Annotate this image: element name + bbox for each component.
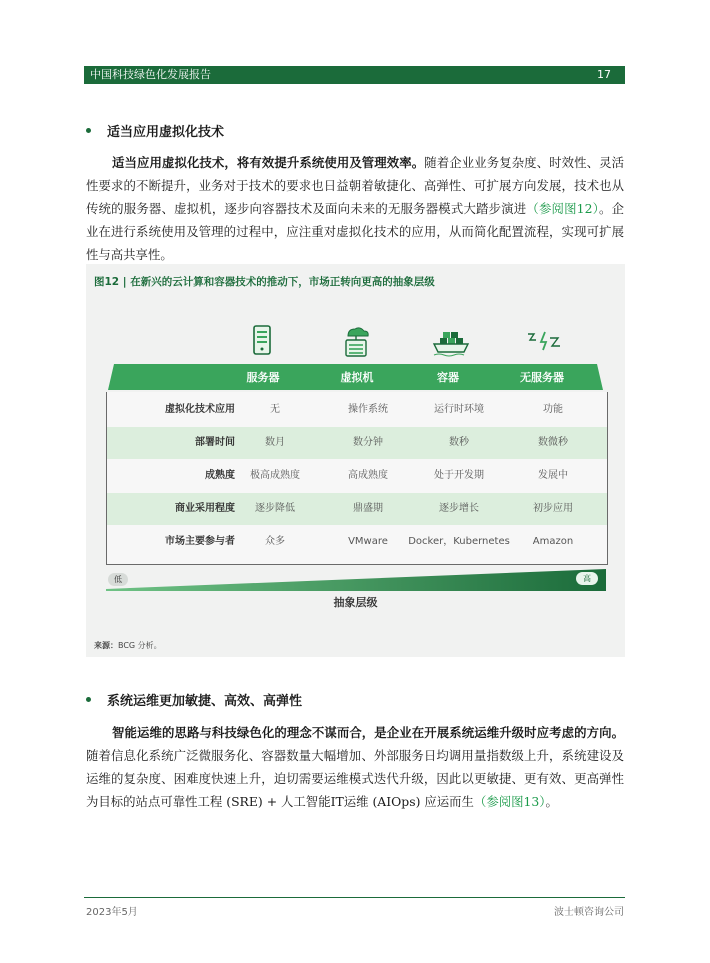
section1-heading-row [86, 121, 224, 140]
table-cell: 发展中 [538, 470, 568, 481]
bullet-icon [86, 128, 91, 133]
table-cell: 高成熟度 [348, 470, 388, 481]
column-header-row [108, 364, 603, 390]
container-ship-icon [431, 324, 471, 358]
row-label: 部署时间 [195, 437, 235, 448]
table-cell: Amazon [532, 536, 574, 547]
table-cell: 运行时环境 [434, 404, 484, 415]
table-cell: 操作系统 [348, 404, 388, 415]
bullet-icon [86, 697, 91, 702]
table-row [107, 394, 607, 426]
column-header-container: 容器 [437, 371, 459, 384]
section1-body-b: 。企业在进行系统使用及管理的过程中，应注重对虚拟化技术的应用，从而简化配置流程，实现可扩展性与高共享性。 [86, 201, 625, 262]
figure13-reference-link[interactable]: （参阅图13） [473, 794, 546, 809]
table-cell: 功能 [543, 404, 563, 415]
axis-title: 抽象层级 [333, 596, 378, 609]
footer-company: 波士顿咨询公司 [554, 907, 624, 918]
table-row [107, 460, 607, 492]
figure-12 [86, 264, 625, 657]
axis-high-label: 高 [576, 572, 598, 585]
section2-body-b: 。 [545, 794, 558, 809]
table-cell: 无 [270, 404, 280, 415]
footer-date: 2023年5月 [86, 907, 138, 918]
table-cell: 极高成熟度 [250, 470, 300, 481]
table-cell: 处于开发期 [434, 470, 484, 481]
report-title: 中国科技绿色化发展报告 [90, 68, 211, 81]
cloud-server-icon [338, 324, 374, 358]
table-row [107, 427, 607, 459]
table-cell: 鼎盛期 [353, 503, 383, 514]
table-cell: VMware [348, 536, 388, 547]
section1-lead: 适当应用虚拟化技术，将有效提升系统使用及管理效率。 [112, 155, 425, 170]
column-header-vm: 虚拟机 [340, 371, 374, 384]
technology-icons [86, 324, 625, 364]
server-icon [244, 324, 280, 358]
section1-paragraph [86, 151, 624, 266]
section2-body-a: 随着信息化系统广泛微服务化、容器数量大幅增加、外部服务日均调用量指数级上升，系统建设及运维的复杂度、困难度快速上升，迫切需要运维模式迭代升级，因此以更敏捷、更有效、更高弹性为目标的站点可靠性工程 (SRE) + 人工智能IT运维 (AIOps) 应运而生 [86, 748, 624, 809]
section1-body-a: 随着企业业务复杂度、时效性、灵活性要求的不断提升，业务对于技术的要求也日益朝着敏捷化、高弹性、可扩展方向发展，技术也从传统的服务器、虚拟机，逐步向容器技术及面向未来的无服务器模式大踏步演进 [86, 155, 625, 216]
page-header [84, 66, 625, 84]
table-cell: 逐步降低 [255, 503, 295, 514]
column-header-server: 服务器 [246, 371, 280, 384]
section2-heading: 系统运维更加敏捷、高效、高弹性 [107, 694, 303, 709]
table-cell: Docker，Kubernetes [408, 536, 510, 547]
section2-lead: 智能运维的思路与科技绿色化的理念不谋而合，是企业在开展系统运维升级时应考虑的方向。 [112, 725, 624, 740]
figure-source [94, 640, 162, 651]
comparison-table [106, 392, 608, 565]
section1-heading: 适当应用虚拟化技术 [107, 125, 225, 140]
row-label: 成熟度 [205, 470, 235, 481]
table-cell: 数微秒 [538, 437, 568, 448]
serverless-icon [524, 324, 564, 358]
source-label: 来源： [94, 641, 118, 650]
row-label: 虚拟化技术应用 [165, 404, 235, 415]
source-text: BCG 分析。 [118, 641, 162, 650]
section2-paragraph [86, 721, 624, 813]
table-cell: 数秒 [449, 437, 469, 448]
table-row [107, 526, 607, 558]
table-cell: 数月 [265, 437, 285, 448]
table-row [107, 493, 607, 525]
abstraction-axis [106, 569, 606, 591]
figure12-reference-link[interactable]: （参阅图12） [526, 201, 600, 216]
table-cell: 逐步增长 [439, 503, 479, 514]
page-number: 17 [597, 68, 611, 81]
row-label: 市场主要参与者 [165, 536, 235, 547]
table-cell: 初步应用 [533, 503, 573, 514]
column-header-serverless: 无服务器 [520, 371, 564, 384]
row-label: 商业采用程度 [175, 503, 235, 514]
section2-heading-row [86, 690, 302, 709]
figure-title: 图12 | 在新兴的云计算和容器技术的推动下，市场正转向更高的抽象层级 [94, 276, 435, 288]
table-cell: 众多 [265, 536, 285, 547]
footer-divider [84, 897, 625, 898]
axis-low-label: 低 [108, 573, 128, 586]
abstraction-wedge [106, 569, 606, 591]
table-cell: 数分钟 [353, 437, 383, 448]
